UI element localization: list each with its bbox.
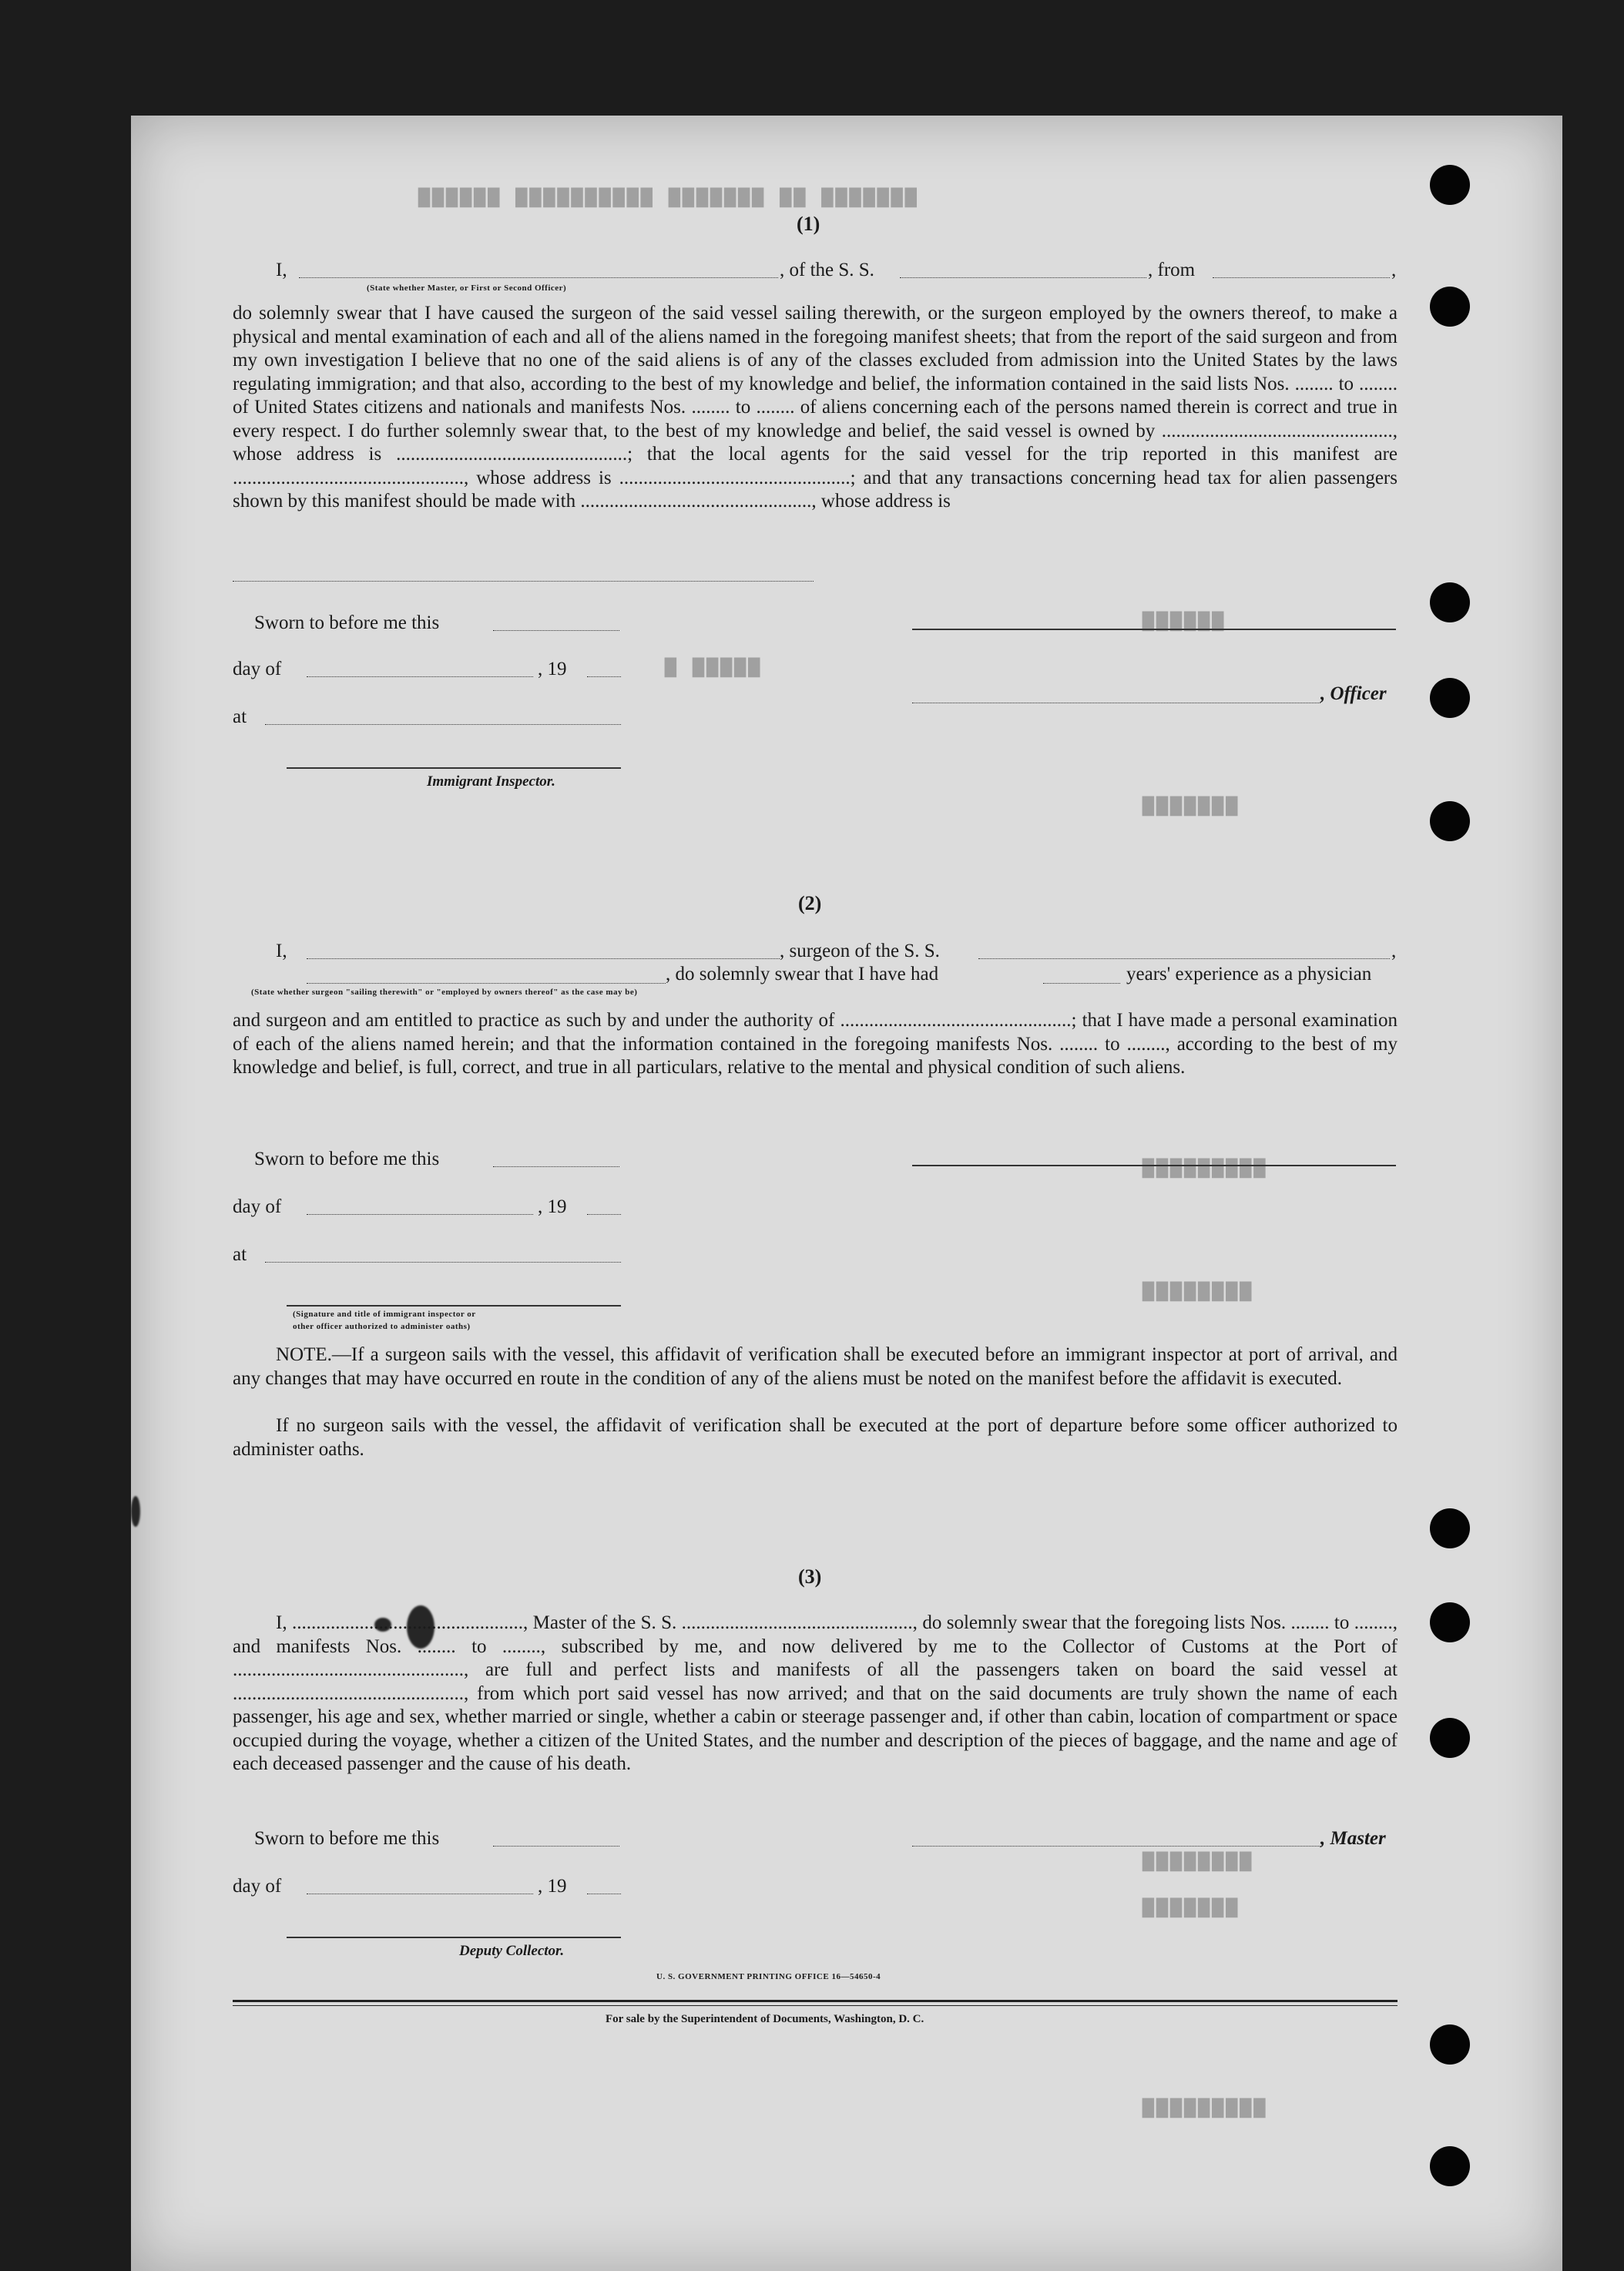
section-2-inspector-signature-line[interactable] <box>287 1305 621 1307</box>
section-1-year-label: , 19 <box>538 659 567 679</box>
section-1-officer-name-field[interactable] <box>299 277 778 278</box>
section-2-years-field[interactable] <box>1043 983 1120 984</box>
section-1-officer-signature-line[interactable] <box>912 629 1396 630</box>
section-2-day-field[interactable] <box>307 1214 533 1215</box>
section-3-number: (3) <box>798 1565 822 1588</box>
punch-hole-6 <box>1430 1508 1470 1548</box>
section-2-day-label: day of <box>233 1196 282 1217</box>
sale-note: For sale by the Superintendent of Documents, Washington, D. C. <box>606 2013 924 2025</box>
section-2-comma: , <box>1391 941 1397 961</box>
section-1-i: I, <box>276 260 287 280</box>
bleed-through-mark: ▇▇▇▇▇▇▇▇ <box>1140 1279 1252 1301</box>
section-1-oath-text: do solemnly swear that I have caused the surgeon of the said vessel sailing therewith, or the surgeon employed by the owners thereof, to make a physical and mental examination of each and all of the aliens named in the foregoing manifest sheets; that from the report of the said surgeon and from my own investigation I believe that no one of the said aliens is of any of the classes excluded from admission into the United States by the laws regulating immigration; and that also, according to the best of my knowledge and belief, the information contained in the said lists Nos. ........ to ........ of United States citizens and nationals and manifests Nos. ........ to ........ of aliens concerning each of the persons named therein is correct and true in every respect. I do further solemnly swear that, to the best of my knowledge and belief, the said vessel is owned by ................................................, whose address is ................................................; that the local agents for the said vessel for the trip reported in this manifest are ................................................, whose address is ................................................; and that any transactions concerning head tax for alien passengers shown by this manifest should be made with ................................................, whose address is <box>233 303 1398 512</box>
punch-hole-5 <box>1430 801 1470 841</box>
section-2-capacity-hint: (State whether surgeon "sailing therewith" or "employed by owners thereof" as the case may be) <box>251 988 638 997</box>
section-1-signature-line[interactable] <box>233 581 814 582</box>
section-2-surgeon-label: , surgeon of the S. S. <box>780 941 940 961</box>
section-2-years-label: years' experience as a physician <box>1126 964 1372 985</box>
punch-hole-4 <box>1430 678 1470 718</box>
section-2-year-field[interactable] <box>587 1214 621 1215</box>
section-1-sworn-field[interactable] <box>493 630 619 631</box>
punch-hole-10 <box>1430 2146 1470 2186</box>
bleed-through-mark: ▇▇▇▇▇▇ <box>1140 609 1224 631</box>
ink-stain <box>131 1496 140 1527</box>
section-1-ship-name-field[interactable] <box>900 277 1146 278</box>
section-1-sworn-label: Sworn to before me this <box>254 612 440 633</box>
bleed-through-mark: ▇▇▇▇▇▇▇ ▇▇ ▇▇▇▇▇▇▇ ▇▇▇▇▇▇▇▇▇▇ ▇▇▇▇▇▇ <box>416 185 917 207</box>
section-2-i: I, <box>276 941 287 961</box>
footer-rule-top <box>233 2000 1398 2002</box>
bleed-through-mark: ▇▇▇▇▇ ▇ <box>663 655 760 677</box>
section-3-master-label: , Master <box>1320 1828 1386 1849</box>
section-1-ship-label: , of the S. S. <box>780 260 874 280</box>
section-2-capacity-field[interactable] <box>307 983 666 984</box>
section-2-at-label: at <box>233 1244 247 1265</box>
section-2-note: NOTE.—If a surgeon sails with the vessel, this affidavit of verification shall be executed before an immigrant inspector at port of arrival, and any changes that may have occurred en route in the condition of any of the aliens must be noted on the manifest before the affidavit is executed. <box>233 1344 1398 1389</box>
section-1-officer-label: , Officer <box>1320 683 1387 704</box>
section-1-day-label: day of <box>233 659 282 679</box>
section-1-officer-hint: (State whether Master, or First or Second Officer) <box>367 283 567 293</box>
punch-hole-1 <box>1430 165 1470 205</box>
printing-office-note: U. S. GOVERNMENT PRINTING OFFICE 16—54650-4 <box>656 1972 881 1981</box>
section-3-day-label: day of <box>233 1876 282 1897</box>
section-2-signer-hint-1: (Signature and title of immigrant inspector or <box>293 1310 476 1319</box>
section-2-oath-text: and surgeon and am entitled to practice as such by and under the authority of ................................................; that I have made a personal examination of each of the aliens named herein; and that the information contained in the foregoing manifests Nos. ........ to ........, according to the best of my knowledge and belief, is full, correct, and true in all particulars, relative to the mental and physical condition of such aliens. <box>233 1010 1398 1078</box>
punch-hole-8 <box>1430 1718 1470 1758</box>
punch-hole-7 <box>1430 1602 1470 1642</box>
section-1-comma: , <box>1391 260 1397 280</box>
section-2-swear-label: , do solemnly swear that I have had <box>666 964 939 985</box>
section-2-note-no-surgeon: If no surgeon sails with the vessel, the affidavit of verification shall be executed at the port of departure before some officer authorized to administer oaths. <box>233 1415 1398 1460</box>
section-1-day-field[interactable] <box>307 676 533 677</box>
section-3-master-field[interactable] <box>912 1846 1320 1847</box>
punch-hole-9 <box>1430 2024 1470 2065</box>
bleed-through-mark: ▇▇▇▇▇▇▇▇▇ <box>1140 2095 1266 2118</box>
section-1-at-field[interactable] <box>265 724 621 725</box>
section-3-sworn-field[interactable] <box>493 1846 619 1847</box>
section-2-ship-field[interactable] <box>978 958 1390 959</box>
section-2-year-label: , 19 <box>538 1196 567 1217</box>
bleed-through-mark: ▇▇▇▇▇▇▇▇▇ <box>1140 1156 1266 1178</box>
section-1-year-field[interactable] <box>587 676 621 677</box>
section-3-collector-label: Deputy Collector. <box>459 1943 565 1959</box>
section-2-number: (2) <box>798 892 822 914</box>
section-1-inspector-signature-line[interactable] <box>287 767 621 769</box>
section-2-sworn-field[interactable] <box>493 1166 619 1167</box>
section-2-signer-hint-2: other officer authorized to administer oaths) <box>293 1322 471 1331</box>
section-2-surgeon-signature-line[interactable] <box>912 1165 1396 1166</box>
section-1-from-field[interactable] <box>1213 277 1390 278</box>
section-1-inspector-label: Immigrant Inspector. <box>427 773 555 790</box>
punch-hole-3 <box>1430 582 1470 622</box>
punch-hole-2 <box>1430 287 1470 327</box>
section-2-surgeon-name-field[interactable] <box>307 958 780 959</box>
footer-rule-bottom <box>233 2005 1398 2006</box>
section-1-at-label: at <box>233 706 247 727</box>
bleed-through-mark: ▇▇▇▇▇▇▇ <box>1140 793 1238 816</box>
bleed-through-mark: ▇▇▇▇▇▇▇ <box>1140 1895 1238 1917</box>
section-1-number: (1) <box>797 213 820 235</box>
bleed-through-mark: ▇▇▇▇▇▇▇▇ <box>1140 1849 1252 1871</box>
section-1-from-label: , from <box>1148 260 1196 280</box>
section-2-at-field[interactable] <box>265 1262 621 1263</box>
section-3-sworn-label: Sworn to before me this <box>254 1828 440 1849</box>
section-2-sworn-label: Sworn to before me this <box>254 1149 440 1169</box>
section-3-oath-text: I, ................................................, Master of the S. S. ................................................, do solemnly swear that the foregoing lists Nos. ........ to ........, and manifests Nos. ........ to ........, subscribed by me, and now delivered by me to the Collector of Customs at the Port of ................................................, are full and perfect lists and manifests of all the passengers taken on board the said vessel at ................................................, from which port said vessel has now arrived; and that on the said documents are truly shown the name of each passenger, his age and sex, whether married or single, whether a cabin or steerage passenger and, if other than cabin, location of compartment or space occupied during the voyage, whether a citizen of the United States, and the number and description of the pieces of baggage, and the name and age of each deceased passenger and the cause of his death. <box>233 1612 1398 1774</box>
section-3-year-label: , 19 <box>538 1876 567 1897</box>
section-3-collector-signature-line[interactable] <box>287 1937 621 1938</box>
